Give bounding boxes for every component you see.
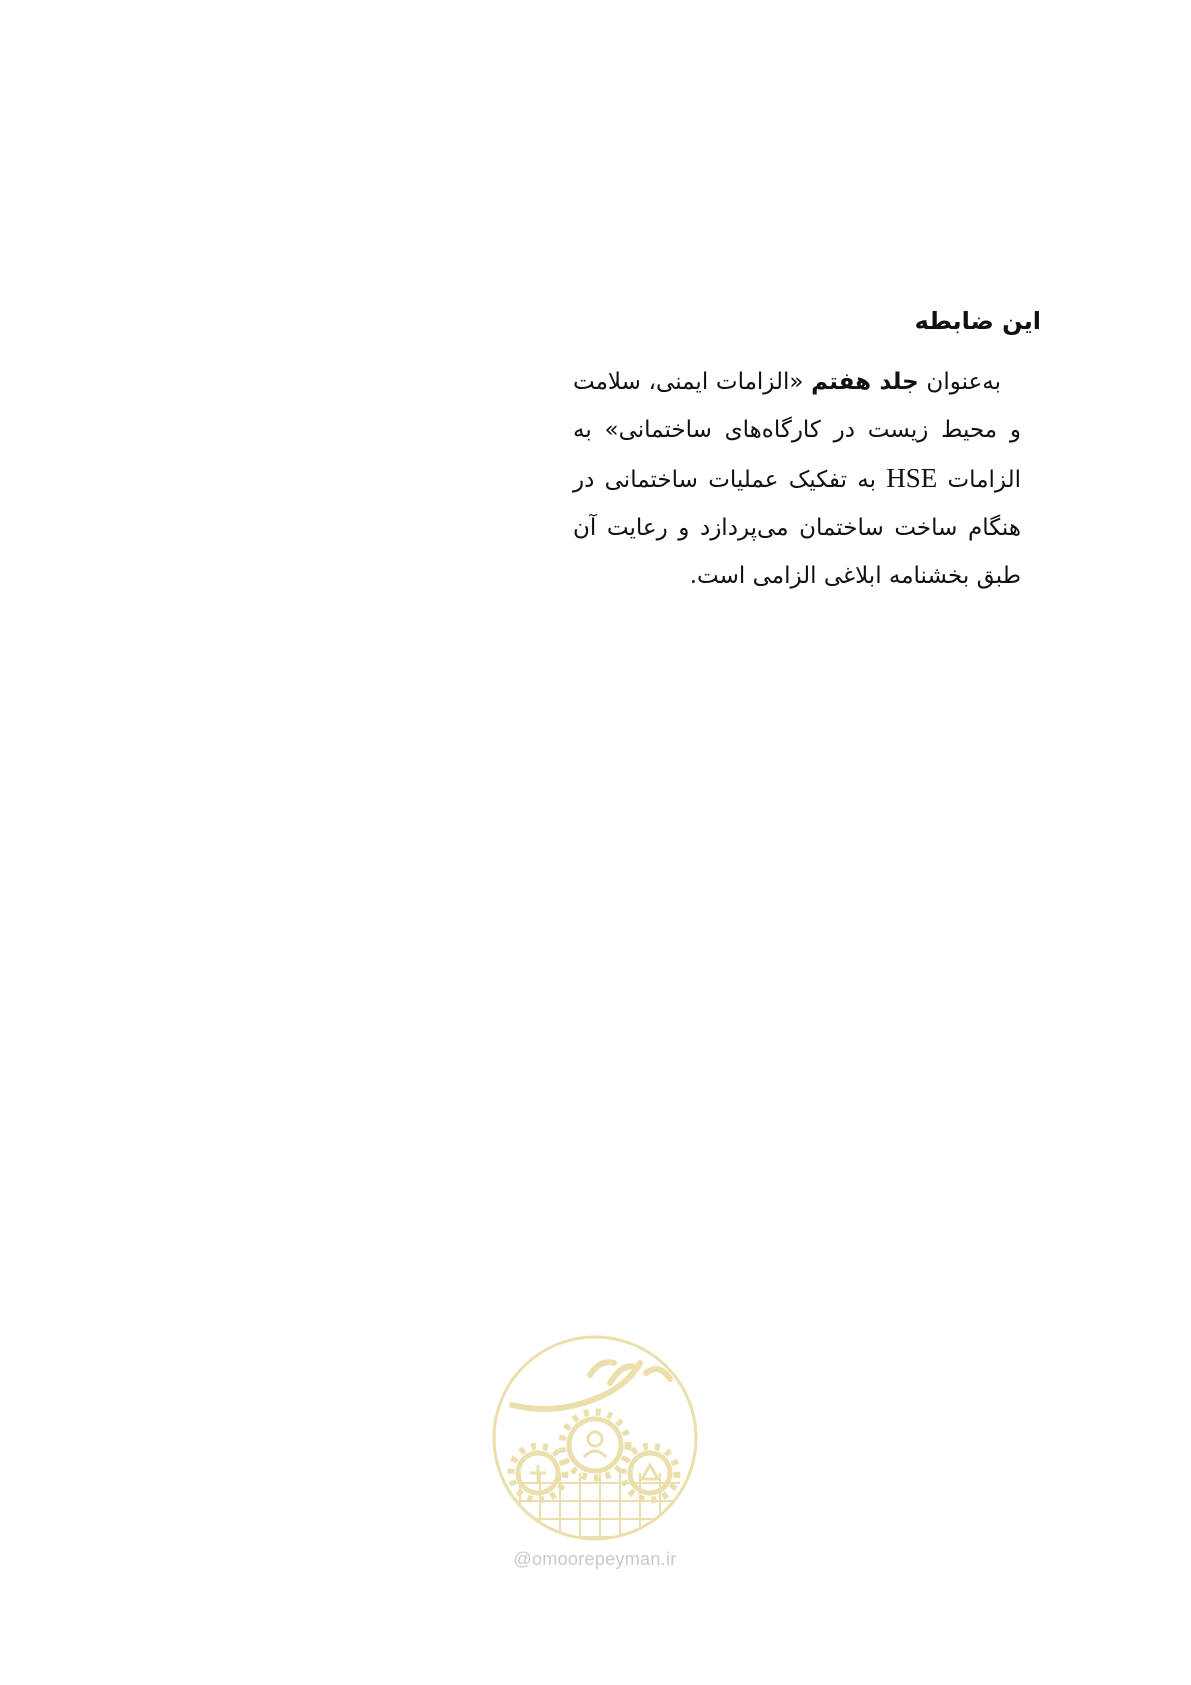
paragraph-part3: به تفکیک عملیات ساختمانی در هنگام ساخت ساختمان می‌پردازد و رعایت آن طبق بخشنامه ابلاغی الزامی است.	[573, 467, 1021, 589]
paragraph-bold-volume: جلد هفتم	[811, 369, 919, 395]
watermark-logo-svg	[490, 1333, 700, 1543]
watermark-caption	[470, 1549, 720, 1570]
section-heading: این ضابطه	[914, 307, 1041, 335]
paragraph-hse: HSE	[886, 463, 938, 493]
paragraph-part2: «الزامات ایمنی، سلامت و محیط زیست در کارگاه‌های ساختمانی» به الزامات	[573, 369, 1021, 493]
paragraph-part1: به‌عنوان	[918, 369, 1001, 395]
at-icon: @	[513, 1549, 532, 1569]
watermark-logo-icon	[490, 1333, 700, 1543]
watermark-caption-text: omoorepeyman.ir	[532, 1549, 677, 1569]
section-paragraph	[573, 358, 1021, 600]
